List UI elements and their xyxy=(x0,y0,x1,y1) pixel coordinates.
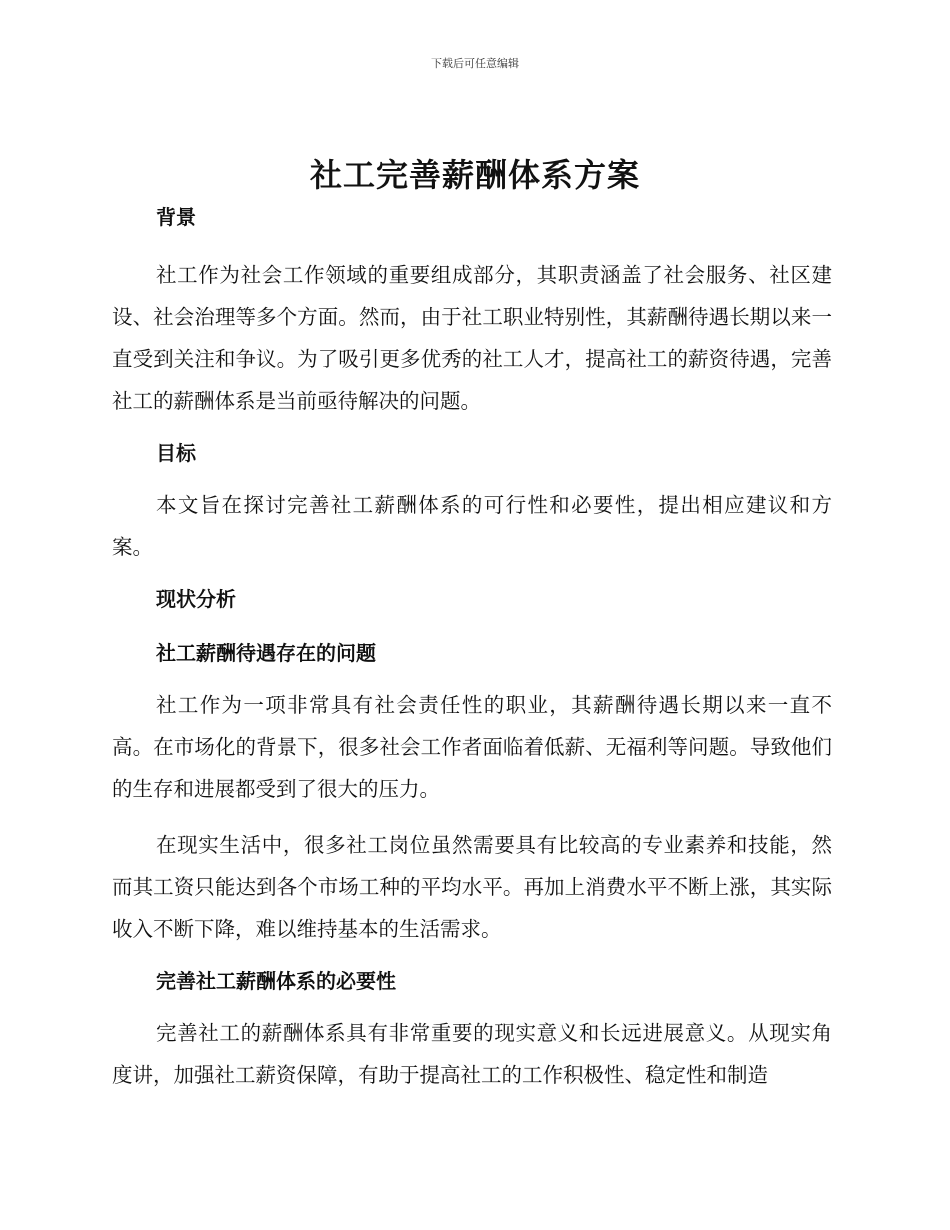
paragraph-necessity: 完善社工的薪酬体系具有非常重要的现实意义和长远进展意义。从现实角度讲，加强社工薪资保障，有助于提高社工的工作积极性、稳定性和制造 xyxy=(112,1021,832,1087)
paragraph-problem-1: 社工作为一项非常具有社会责任性的职业，其薪酬待遇长期以来一直不高。在市场化的背景下，很多社会工作者面临着低薪、无福利等问题。导致他们的生存和进展都受到了很大的压力。 xyxy=(112,693,832,801)
document-body xyxy=(112,200,832,1096)
paragraph-problem-2: 在现实生活中，很多社工岗位虽然需要具有比较高的专业素养和技能，然而其工资只能达到各个市场工种的平均水平。再加上消费水平不断上涨，其实际收入不断下降，难以维持基本的生活需求。 xyxy=(112,833,832,941)
header-note: 下载后可任意编辑 xyxy=(431,57,519,70)
heading-goal: 目标 xyxy=(156,441,196,465)
heading-necessity: 完善社工薪酬体系的必要性 xyxy=(156,969,396,993)
document-title: 社工完善薪酬体系方案 xyxy=(309,156,640,194)
paragraph-goal: 本文旨在探讨完善社工薪酬体系的可行性和必要性，提出相应建议和方案。 xyxy=(112,493,832,559)
heading-status: 现状分析 xyxy=(156,587,236,611)
heading-background: 背景 xyxy=(156,205,196,229)
paragraph-background: 社工作为社会工作领域的重要组成部分，其职责涵盖了社会服务、社区建设、社会治理等多个方面。然而，由于社工职业特别性，其薪酬待遇长期以来一直受到关注和争议。为了吸引更多优秀的社工人才，提高社工的薪资待遇，完善社工的薪酬体系是当前亟待解决的问题。 xyxy=(112,263,832,413)
heading-problem: 社工薪酬待遇存在的问题 xyxy=(156,641,376,665)
